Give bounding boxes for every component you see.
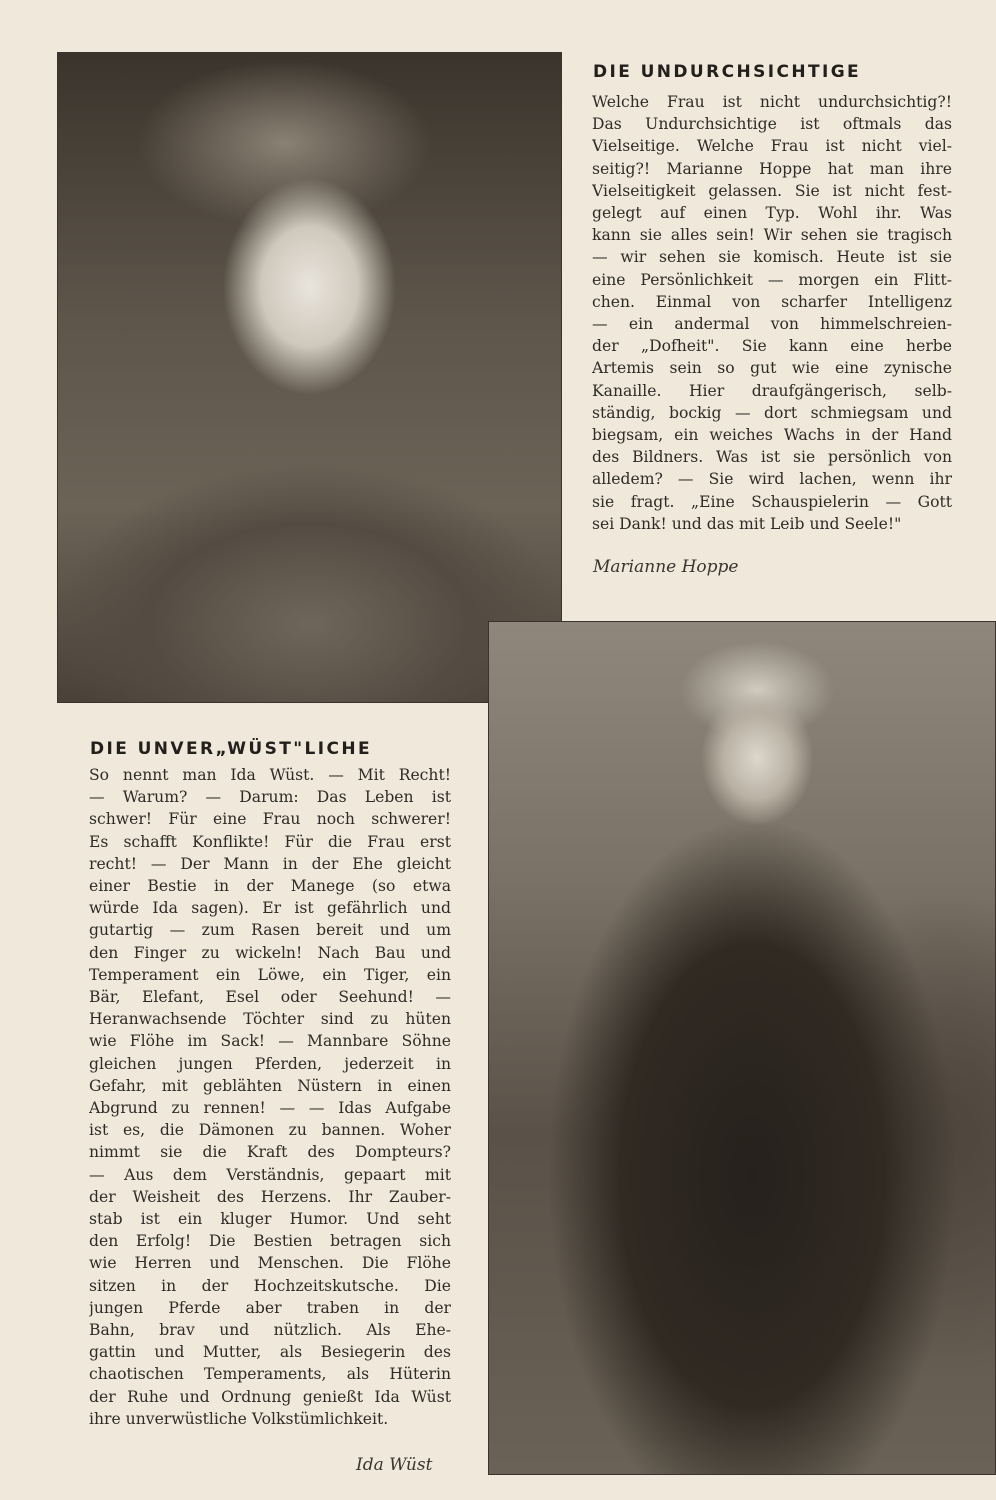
body-line: den Erfolg! Die Bestien betragen sich: [89, 1232, 451, 1251]
body-line: eine Persönlichkeit — morgen ein Flitt-: [592, 270, 952, 289]
body-line: Das Undurchsichtige ist oftmals das: [592, 115, 952, 134]
body-line: der Weisheit des Herzens. Ihr Zauber-: [89, 1187, 451, 1206]
body-line: Bär, Elefant, Esel oder Seehund! —: [89, 988, 451, 1007]
body-line: kann sie alles sein! Wir sehen sie tragisch: [592, 226, 952, 245]
body-line: Heranwachsende Töchter sind zu hüten: [89, 1010, 451, 1029]
body-line: stab ist ein kluger Humor. Und seht: [89, 1210, 451, 1229]
body-line: Vielseitige. Welche Frau ist nicht viel-: [592, 137, 952, 156]
body-line: der „Dofheit". Sie kann eine herbe: [592, 337, 952, 356]
signature-marianne-hoppe: Marianne Hoppe: [593, 557, 739, 577]
article-body-hoppe: [592, 91, 952, 535]
body-line: Abgrund zu rennen! — — Idas Aufgabe: [89, 1099, 451, 1118]
body-line: des Bildners. Was ist sie persönlich von: [592, 448, 952, 467]
body-line: — Aus dem Verständnis, gepaart mit: [89, 1165, 451, 1184]
body-line: Artemis sein so gut wie eine zynische: [592, 359, 952, 378]
body-line: Es schafft Konflikte! Für die Frau erst: [89, 832, 451, 851]
body-line: ist es, die Dämonen zu bannen. Woher: [89, 1121, 451, 1140]
body-line: — ein andermal von himmelschreien-: [592, 315, 952, 334]
body-line: Bahn, brav und nützlich. Als Ehe-: [89, 1321, 451, 1340]
body-line: ihre unverwüstliche Volkstümlichkeit.: [89, 1409, 389, 1428]
article-body-wuest: [89, 764, 451, 1430]
signature-ida-wuest: Ida Wüst: [356, 1455, 433, 1475]
body-line: gutartig — zum Rasen bereit und um: [89, 921, 451, 940]
body-line: chen. Einmal von scharfer Intelligenz: [592, 292, 952, 311]
body-line: chaotischen Temperaments, als Hüterin: [89, 1365, 451, 1384]
body-line: Welche Frau ist nicht undurchsichtig?!: [592, 93, 952, 111]
body-line: Vielseitigkeit gelassen. Sie ist nicht fest-: [592, 181, 952, 200]
article-heading-hoppe: DIE UNDURCHSICHTIGE: [593, 62, 862, 82]
body-line: gelegt auf einen Typ. Wohl ihr. Was: [592, 204, 952, 223]
body-line: einer Bestie in der Manege (so etwa: [89, 877, 451, 896]
body-line: wie Herren und Menschen. Die Flöhe: [89, 1254, 451, 1273]
body-line: wie Flöhe im Sack! — Mannbare Söhne: [89, 1032, 451, 1051]
body-line: sie fragt. „Eine Schauspielerin — Gott: [592, 492, 952, 511]
body-line: sei Dank! und das mit Leib und Seele!": [592, 514, 902, 533]
body-line: — Warum? — Darum: Das Leben ist: [89, 788, 451, 807]
body-line: Gefahr, mit geblähten Nüstern in einen: [89, 1076, 451, 1095]
body-line: recht! — Der Mann in der Ehe gleicht: [89, 854, 451, 873]
body-line: Kanaille. Hier draufgängerisch, selb-: [592, 381, 952, 400]
body-line: sitzen in der Hochzeitskutsche. Die: [89, 1276, 451, 1295]
body-line: den Finger zu wickeln! Nach Bau und: [89, 943, 451, 962]
article-heading-wuest: DIE UNVER„WÜST"LICHE: [90, 739, 372, 759]
body-line: alledem? — Sie wird lachen, wenn ihr: [592, 470, 952, 489]
body-line: Temperament ein Löwe, ein Tiger, ein: [89, 965, 451, 984]
photo-marianne-hoppe: [57, 52, 562, 703]
body-line: biegsam, ein weiches Wachs in der Hand: [592, 426, 952, 445]
body-line: schwer! Für eine Frau noch schwerer!: [89, 810, 451, 829]
body-line: ständig, bockig — dort schmiegsam und: [592, 403, 952, 422]
body-line: nimmt sie die Kraft des Dompteurs?: [89, 1143, 451, 1162]
body-line: gattin und Mutter, als Besiegerin des: [89, 1343, 451, 1362]
body-line: der Ruhe und Ordnung genießt Ida Wüst: [89, 1387, 451, 1406]
body-line: gleichen jungen Pferden, jederzeit in: [89, 1054, 451, 1073]
body-line: seitig?! Marianne Hoppe hat man ihre: [592, 159, 952, 178]
body-line: würde Ida sagen). Er ist gefährlich und: [89, 899, 451, 918]
body-line: — wir sehen sie komisch. Heute ist sie: [592, 248, 952, 267]
body-line: jungen Pferde aber traben in der: [89, 1298, 451, 1317]
body-line: So nennt man Ida Wüst. — Mit Recht!: [89, 766, 451, 784]
photo-ida-wuest: [488, 621, 996, 1475]
